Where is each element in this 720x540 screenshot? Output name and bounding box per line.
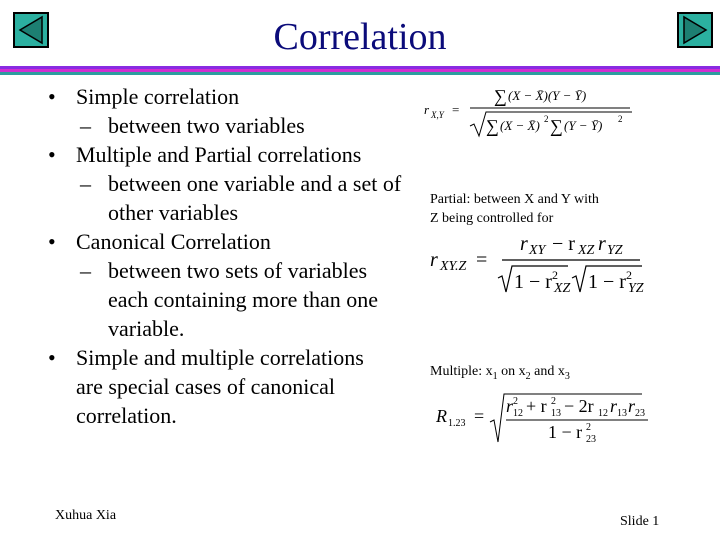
svg-text:23: 23 [586, 434, 596, 445]
subscript: 1 [492, 370, 498, 382]
svg-text:YZ: YZ [607, 243, 623, 258]
partial-correlation-formula [428, 230, 668, 300]
svg-text:XZ: XZ [554, 281, 571, 296]
sub-bullet-item [48, 111, 408, 140]
bullet-marker: • [48, 84, 56, 109]
bullet-item [48, 140, 408, 169]
svg-text:1.23: 1.23 [448, 418, 466, 429]
svg-text:r: r [598, 233, 606, 255]
svg-text:1 − r: 1 − r [588, 271, 626, 293]
svg-text:23: 23 [635, 408, 645, 419]
partial-note [430, 190, 599, 228]
svg-text:13: 13 [617, 408, 627, 419]
svg-text:2: 2 [552, 268, 558, 282]
bullet-item [48, 343, 396, 430]
bullet-marker: • [48, 345, 56, 370]
partial-note-line: Z being controlled for [430, 211, 554, 226]
svg-text:∑: ∑ [486, 116, 499, 136]
bullet-item [48, 82, 408, 111]
subscript: 2 [525, 370, 531, 382]
bullet-text: Multiple and Partial correlations [76, 142, 362, 167]
svg-text:r: r [424, 102, 430, 117]
slide-title: Correlation [273, 16, 447, 58]
bullet-marker: • [48, 142, 56, 167]
svg-text:12: 12 [598, 408, 608, 419]
multiple-correlation-formula [434, 388, 654, 448]
svg-text:13: 13 [551, 408, 561, 419]
svg-text:YZ: YZ [628, 281, 644, 296]
svg-text:2: 2 [618, 114, 623, 124]
svg-text:(Y − Ȳ): (Y − Ȳ) [564, 118, 603, 133]
svg-text:(X − X̄): (X − X̄) [500, 118, 540, 133]
svg-text:=: = [452, 102, 460, 117]
bullet-item [48, 227, 408, 256]
slide-number: Slide 1 [620, 514, 660, 529]
subscript: 3 [564, 370, 570, 382]
svg-text:R: R [436, 406, 447, 426]
multiple-note-text: on x [497, 364, 526, 379]
title-rule-teal [0, 72, 720, 75]
svg-text:(X − X̄)(Y − Ȳ): (X − X̄)(Y − Ȳ) [508, 88, 587, 103]
author-footer: Xuhua Xia [55, 508, 117, 523]
multiple-note-text: and x [530, 364, 565, 379]
dash-marker: – [80, 171, 91, 196]
svg-text:2: 2 [551, 396, 556, 407]
dash-marker: – [80, 258, 91, 283]
svg-text:2: 2 [626, 268, 632, 282]
svg-text:− 2r: − 2r [564, 396, 594, 416]
sub-bullet-text: between one variable and a set of other variables [108, 171, 402, 225]
bullet-list [48, 82, 408, 430]
svg-text:XY: XY [529, 243, 546, 258]
bullet-text: Simple and multiple correlations are special cases of canonical correlation. [76, 345, 364, 428]
partial-note-line: Partial: between X and Y with [430, 192, 599, 207]
svg-text:1 − r: 1 − r [514, 271, 552, 293]
svg-text:X,Y: X,Y [431, 110, 444, 120]
svg-text:XZ: XZ [578, 243, 595, 258]
svg-text:=: = [474, 406, 485, 426]
svg-text:=: = [476, 249, 488, 271]
svg-text:r: r [628, 396, 636, 416]
svg-text:r: r [506, 396, 514, 416]
svg-text:12: 12 [513, 408, 523, 419]
bullet-text: Canonical Correlation [76, 229, 271, 254]
sub-bullet-item [48, 169, 408, 227]
svg-text:1 − r: 1 − r [548, 422, 583, 442]
svg-text:2: 2 [513, 396, 518, 407]
sub-bullet-text: between two variables [108, 113, 305, 138]
svg-text:∑: ∑ [550, 116, 563, 136]
bullet-text: Simple correlation [76, 84, 240, 109]
dash-marker: – [80, 113, 91, 138]
sub-bullet-item [48, 256, 408, 343]
svg-text:2: 2 [586, 422, 591, 433]
sub-bullet-text: between two sets of variables each containing more than one variable. [108, 258, 379, 341]
multiple-note-text: Multiple: x [430, 364, 493, 379]
svg-text:+ r: + r [526, 396, 547, 416]
svg-text:− r: − r [552, 233, 575, 255]
bullet-marker: • [48, 229, 56, 254]
svg-text:r: r [430, 249, 438, 271]
svg-text:XY.Z: XY.Z [440, 259, 467, 274]
svg-text:2: 2 [544, 114, 549, 124]
svg-text:r: r [610, 396, 618, 416]
multiple-note [430, 362, 570, 386]
svg-text:r: r [520, 233, 528, 255]
svg-text:∑: ∑ [494, 86, 507, 106]
simple-correlation-formula [422, 84, 642, 144]
